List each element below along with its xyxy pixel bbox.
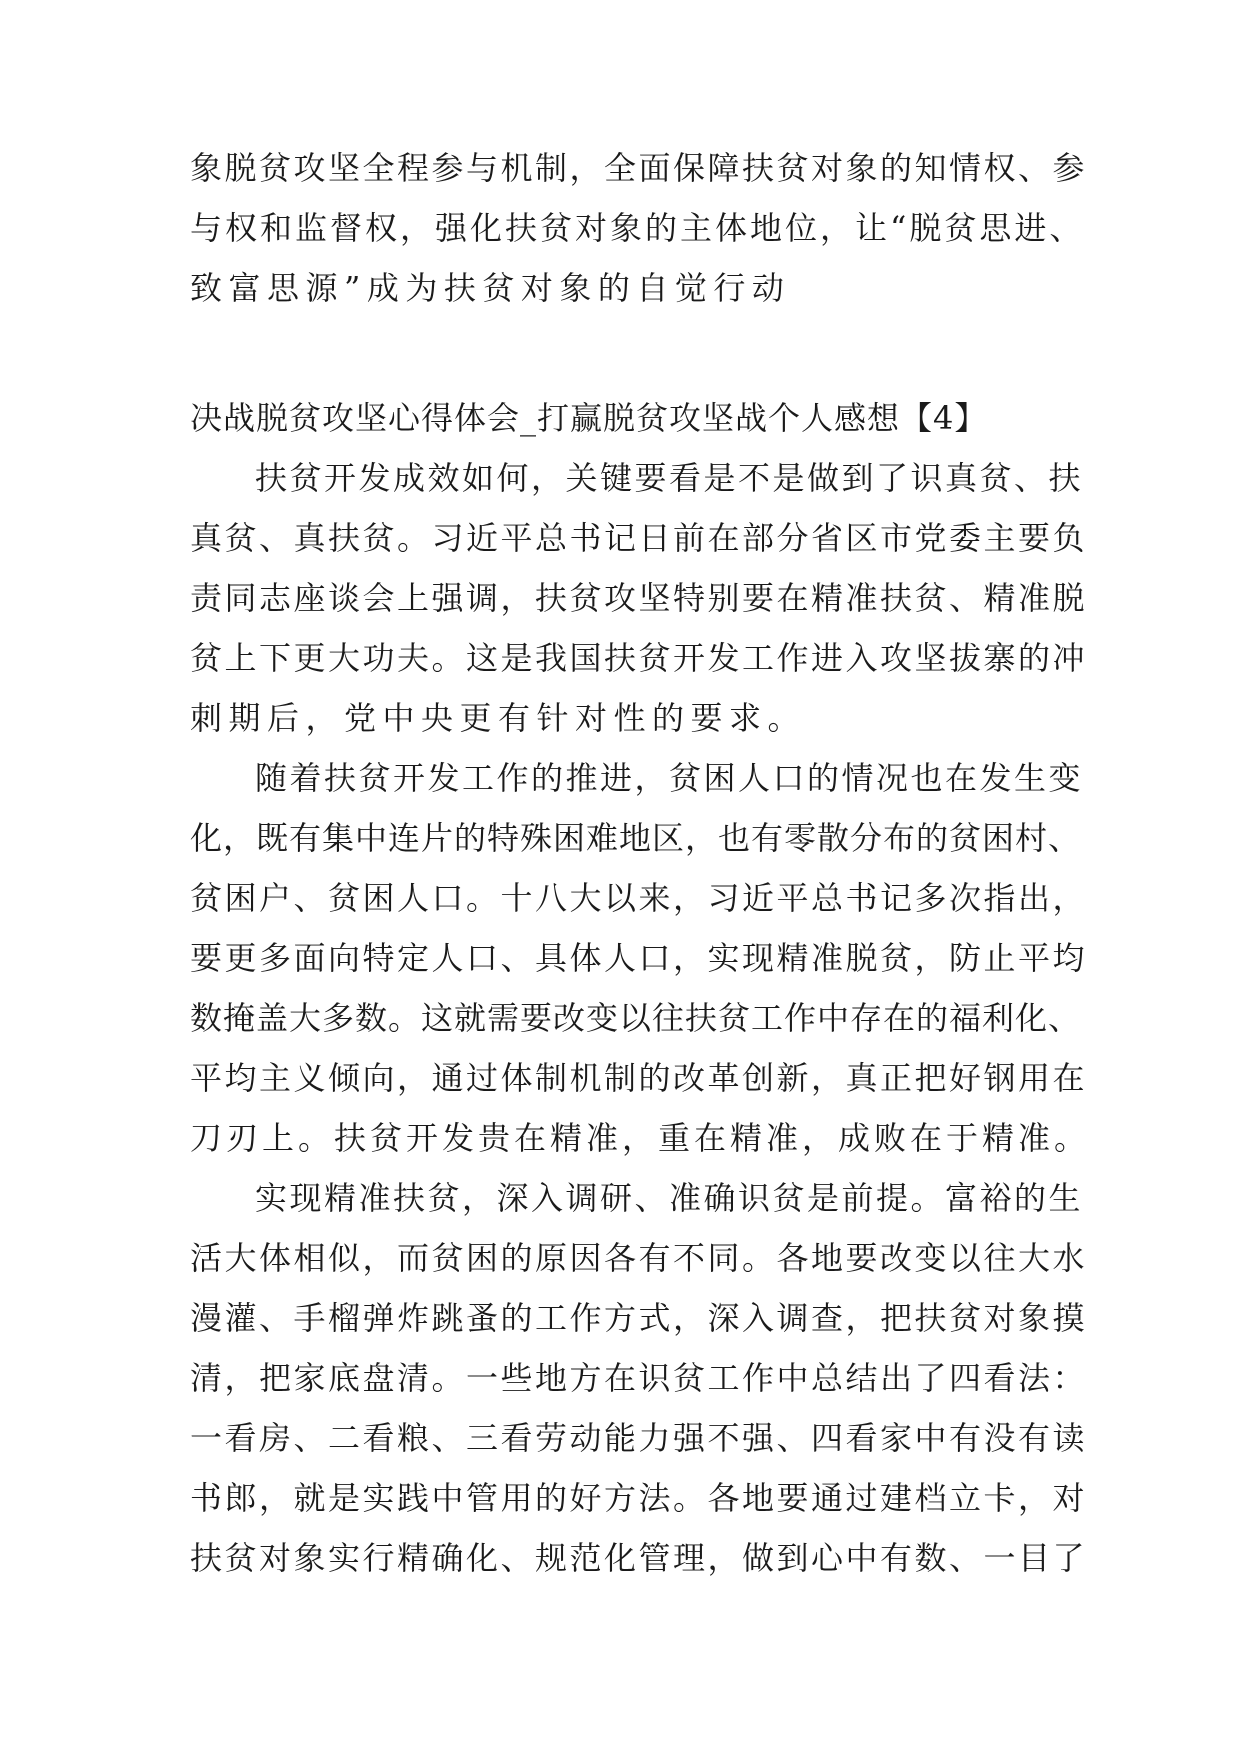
section-heading: 决战脱贫攻坚心得体会_打赢脱贫攻坚战个人感想【4】 [190, 399, 988, 437]
text-line: 贫困户、贫困人口。十八大以来，习近平总书记多次指出， [190, 879, 1088, 917]
paragraph-first-line: 扶贫开发成效如何，关键要看是不是做到了识真贫、扶 [255, 459, 1084, 497]
text-line: 清，把家底盘清。一些地方在识贫工作中总结出了四看法： [190, 1359, 1088, 1397]
text-line: 扶贫对象实行精确化、规范化管理，做到心中有数、一目了 [190, 1539, 1088, 1577]
text-line: 刀刃上。扶贫开发贵在精准，重在精准，成败在于精准。 [190, 1119, 1091, 1157]
text-line: 贫上下更大功夫。这是我国扶贫开发工作进入攻坚拔寨的冲 [190, 639, 1088, 677]
text-line: 一看房、二看粮、三看劳动能力强不强、四看家中有没有读 [190, 1419, 1088, 1457]
text-line: 活大体相似，而贫困的原因各有不同。各地要改变以往大水 [190, 1239, 1088, 1277]
text-line: 要更多面向特定人口、具体人口，实现精准脱贫，防止平均 [190, 939, 1088, 977]
text-line: 漫灌、手榴弹炸跳蚤的工作方式，深入调查，把扶贫对象摸 [190, 1299, 1088, 1337]
text-line: 平均主义倾向，通过体制机制的改革创新，真正把好钢用在 [190, 1059, 1088, 1097]
text-line: 数掩盖大多数。这就需要改变以往扶贫工作中存在的福利化、 [190, 999, 1082, 1037]
text-line: 书郎，就是实践中管用的好方法。各地要通过建档立卡，对 [190, 1479, 1088, 1517]
text-line: 责同志座谈会上强调，扶贫攻坚特别要在精准扶贫、精准脱 [190, 579, 1088, 617]
paragraph-first-line: 实现精准扶贫，深入调研、准确识贫是前提。富裕的生 [255, 1179, 1084, 1217]
text-line: 象脱贫攻坚全程参与机制，全面保障扶贫对象的知情权、参 [190, 149, 1088, 187]
text-line: 致富思源”成为扶贫对象的自觉行动 [190, 269, 791, 307]
text-line: 与权和监督权，强化扶贫对象的主体地位，让“脱贫思进、 [190, 209, 1085, 247]
text-line: 真贫、真扶贫。习近平总书记日前在部分省区市党委主要负 [190, 519, 1088, 557]
text-line: 刺期后，党中央更有针对性的要求。 [190, 699, 807, 737]
paragraph-first-line: 随着扶贫开发工作的推进，贫困人口的情况也在发生变 [255, 759, 1084, 797]
text-line: 化，既有集中连片的特殊困难地区，也有零散分布的贫困村、 [190, 819, 1082, 857]
